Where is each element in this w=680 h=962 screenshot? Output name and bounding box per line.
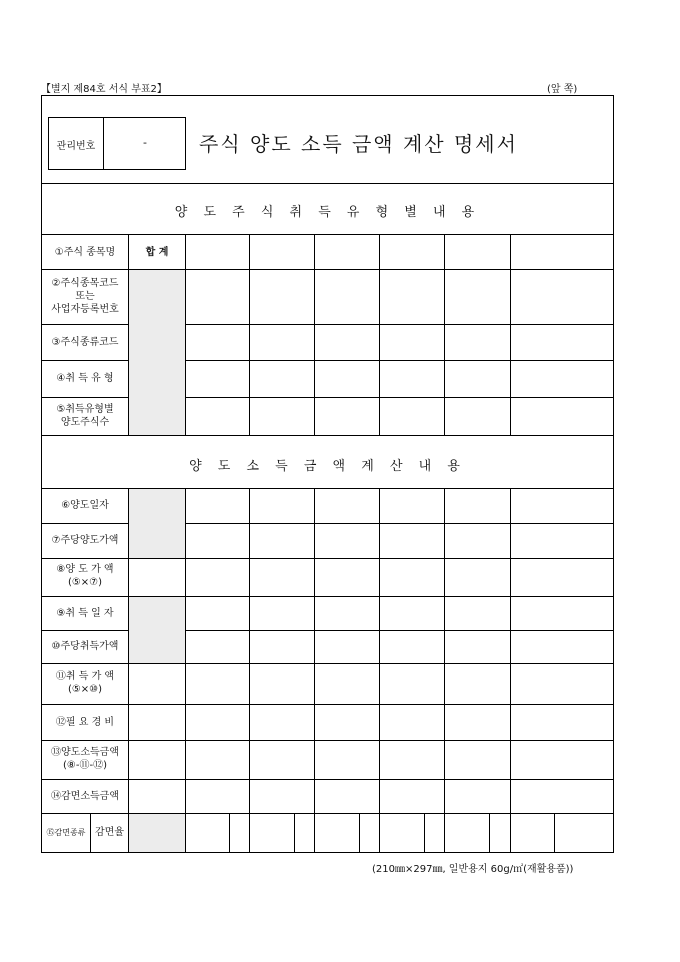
rule bbox=[41, 234, 614, 235]
rule bbox=[41, 558, 614, 559]
row-label-transfer-price-per-share: ⑦주당양도가액 bbox=[51, 535, 119, 546]
col-rule bbox=[314, 234, 315, 435]
row-label-necessary-expenses: ⑫필 요 경 비 bbox=[55, 717, 115, 728]
rule bbox=[41, 435, 614, 436]
rule bbox=[41, 523, 129, 524]
row-label-acquisition-date: ⑨취 득 일 자 bbox=[56, 608, 114, 619]
row-label-stock-type-code: ③주식종류코드 bbox=[51, 337, 119, 348]
row-label-stock-name: ①주식 종목명 bbox=[54, 247, 116, 258]
col-rule bbox=[510, 488, 511, 853]
col-rule bbox=[359, 813, 360, 853]
row-label-reduction-type: ⑮감면종류 bbox=[46, 828, 86, 837]
rule bbox=[41, 269, 614, 270]
col-rule bbox=[510, 234, 511, 435]
form-title: 주식 양도 소득 금액 계산 명세서 bbox=[199, 132, 518, 156]
section-heading-income: 양 도 소 득 금 액 계 산 내 용 bbox=[189, 459, 466, 474]
rule bbox=[41, 779, 614, 780]
row-label-acquisition-type: ④취 득 유 형 bbox=[56, 373, 114, 384]
management-number-value[interactable]: - bbox=[143, 136, 147, 149]
col-rule bbox=[379, 488, 380, 853]
paper-spec-footer: (210㎜×297㎜, 일반용지 60g/㎡(재활용품)) bbox=[372, 864, 574, 875]
col-rule bbox=[314, 488, 315, 853]
total-label: 합 계 bbox=[145, 247, 169, 258]
row-label-transfer-amount: ⑧양 도 가 액 (⑤×⑦) bbox=[56, 564, 114, 588]
col-rule bbox=[185, 234, 186, 435]
row-label-transfer-income: ⑬양도소득금액 (⑧-⑪-⑫) bbox=[51, 747, 119, 771]
row-label-transfer-date: ⑥양도일자 bbox=[61, 500, 109, 511]
col-rule bbox=[294, 813, 295, 853]
row-label-shares-by-type: ⑤취득유형별 양도주식수 bbox=[56, 404, 114, 428]
rule bbox=[41, 360, 129, 361]
col-rule bbox=[185, 488, 186, 853]
shaded-block-2 bbox=[129, 489, 185, 558]
row-label-reduction-rate: 감면율 bbox=[95, 827, 124, 838]
col-rule bbox=[249, 488, 250, 853]
management-number-label: 관리번호 bbox=[56, 141, 96, 152]
rule bbox=[41, 324, 129, 325]
rule bbox=[41, 183, 614, 184]
section-heading-acquisition: 양 도 주 식 취 득 유 형 별 내 용 bbox=[174, 205, 481, 220]
col-rule bbox=[489, 813, 490, 853]
col-rule bbox=[424, 813, 425, 853]
col-rule bbox=[128, 234, 129, 435]
col-rule bbox=[379, 234, 380, 435]
rule bbox=[41, 596, 614, 597]
form-reference: 【별지 제84호 서식 부표2】 bbox=[41, 84, 167, 95]
shaded-block-1 bbox=[129, 270, 185, 435]
shaded-block-4 bbox=[129, 814, 185, 852]
rule bbox=[41, 813, 614, 814]
row-label-stock-code: ②주식종목코드 또는 사업자등록번호 bbox=[51, 278, 119, 315]
col-rule bbox=[554, 813, 555, 853]
rule bbox=[41, 704, 614, 705]
rule bbox=[41, 488, 614, 489]
row-label-acquisition-price-per-share: ⑩주당취득가액 bbox=[51, 641, 119, 652]
shaded-block-3 bbox=[129, 597, 185, 663]
col-rule bbox=[444, 488, 445, 853]
row-label-acquisition-amount: ⑪취 득 가 액 (⑤×⑩) bbox=[55, 671, 115, 695]
row-label-reduced-income: ⑭감면소득금액 bbox=[51, 791, 119, 802]
col-rule bbox=[444, 234, 445, 435]
col-rule bbox=[128, 488, 129, 853]
rule bbox=[41, 740, 614, 741]
col-rule bbox=[249, 234, 250, 435]
rule bbox=[41, 630, 129, 631]
management-number-box bbox=[48, 117, 186, 170]
page-side-label: (앞 쪽) bbox=[547, 84, 578, 95]
rule bbox=[41, 663, 614, 664]
col-rule bbox=[229, 813, 230, 853]
rule bbox=[41, 397, 129, 398]
